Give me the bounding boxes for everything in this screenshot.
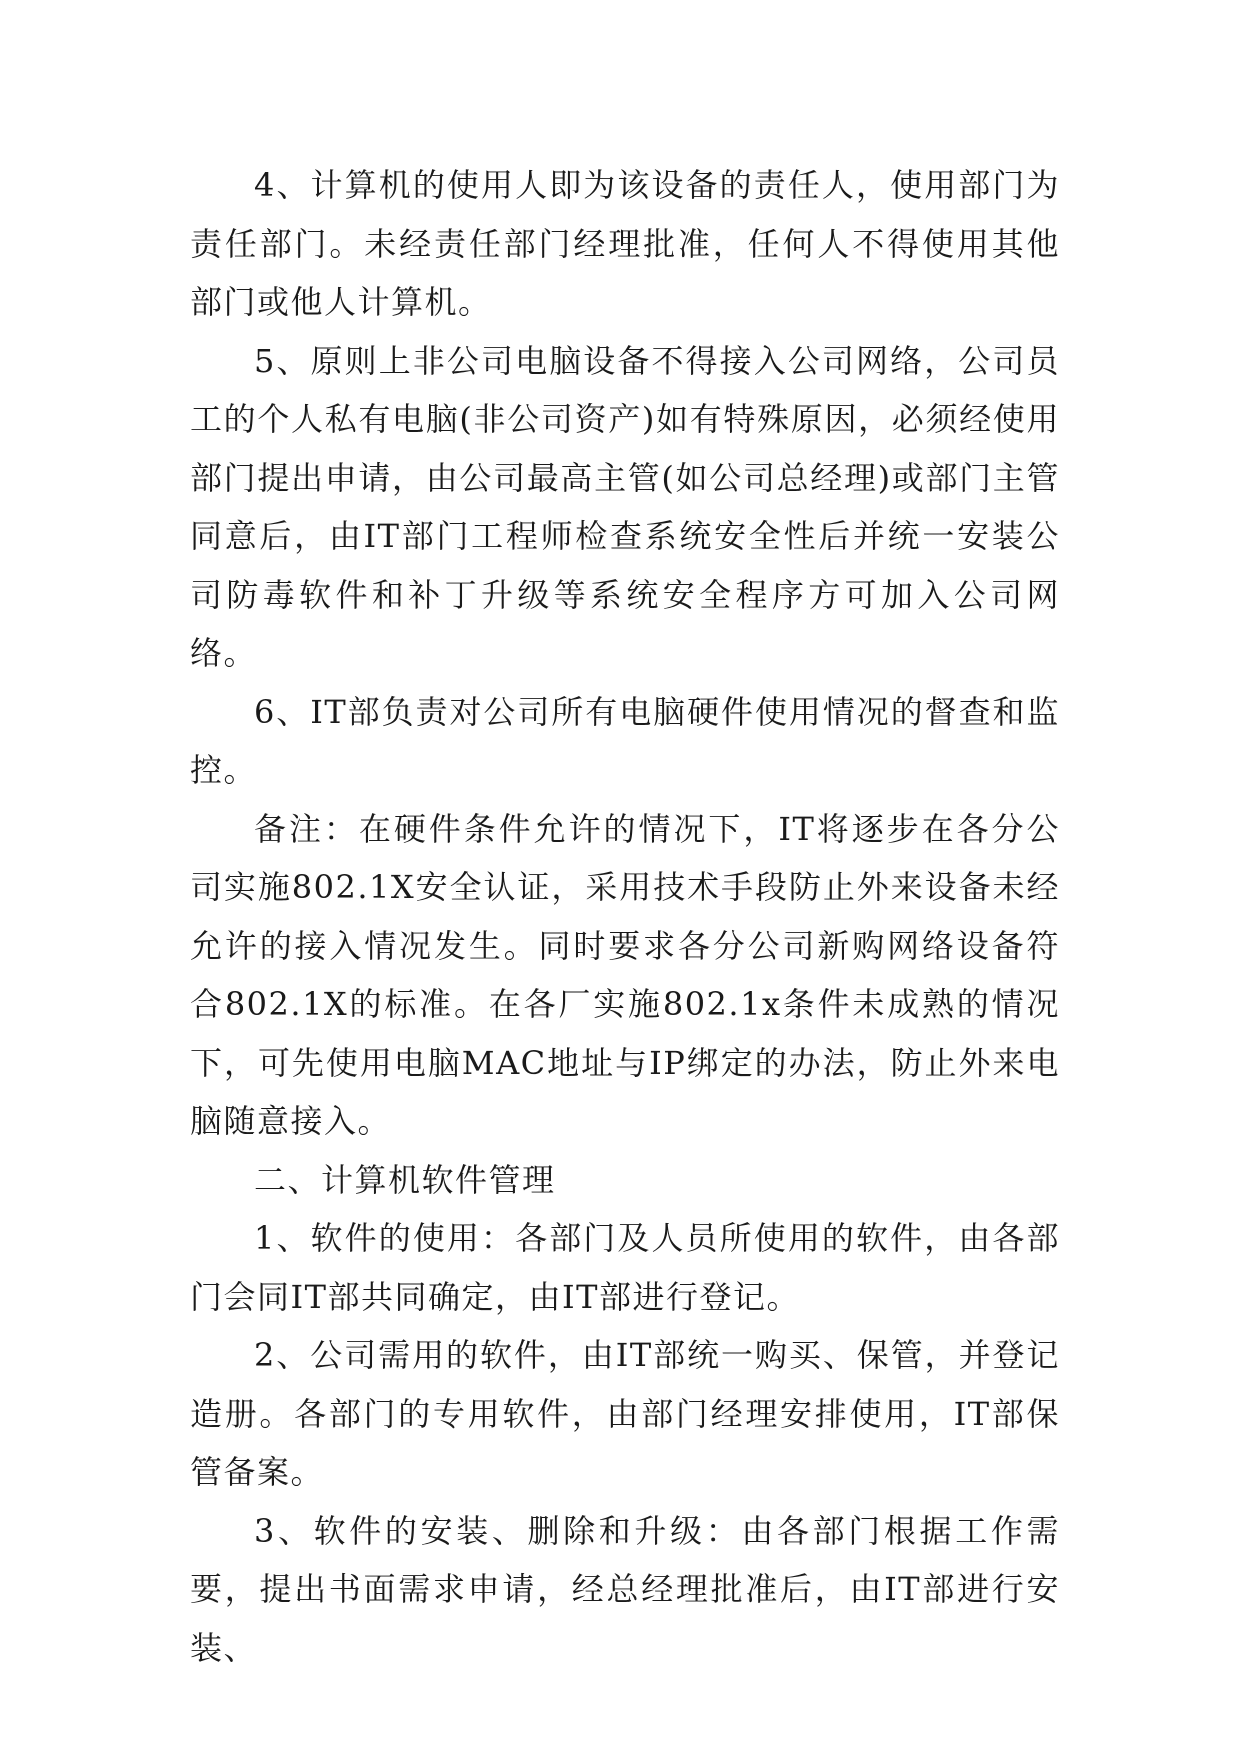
paragraph-software-item-2: 2、公司需用的软件，由IT部统一购买、保管，并登记造册。各部门的专用软件，由部门经理安排使用，IT部保管备案。 [190,1336,1060,1491]
section-heading-software-management: 二、计算机软件管理 [254,1160,556,1199]
document-page [190,156,1060,1677]
paragraph-software-item-3: 3、软件的安装、删除和升级：由各部门根据工作需要，提出书面需求申请，经总经理批准后，由IT部进行安装、 [190,1511,1060,1667]
paragraph-item-4-responsibility: 4、计算机的使用人即为该设备的责任人，使用部门为责任部门。未经责任部门经理批准，任何人不得使用其他部门或他人计算机。 [190,166,1060,321]
paragraph-software-item-1: 1、软件的使用：各部门及人员所使用的软件，由各部门会同IT部共同确定，由IT部进行登记。 [190,1219,1060,1316]
paragraph-remark-8021x: 备注：在硬件条件允许的情况下，IT将逐步在各分公司实施802.1X安全认证，采用技术手段防止外来设备未经允许的接入情况发生。同时要求各分公司新购网络设备符合802.1X的标准。在各厂实施802.1x条件未成熟的情况下，可先使用电脑MAC地址与IP绑定的办法，防止外来电脑随意接入。 [190,809,1060,1140]
paragraph-item-5-external-devices: 5、原则上非公司电脑设备不得接入公司网络，公司员工的个人私有电脑(非公司资产)如有特殊原因，必须经使用部门提出申请，由公司最高主管(如公司总经理)或部门主管同意后，由IT部门工程师检查系统安全性后并统一安装公司防毒软件和补丁升级等系统安全程序方可加入公司网络。 [190,341,1060,672]
paragraph-item-6-it-supervision: 6、IT部负责对公司所有电脑硬件使用情况的督查和监控。 [190,692,1060,789]
